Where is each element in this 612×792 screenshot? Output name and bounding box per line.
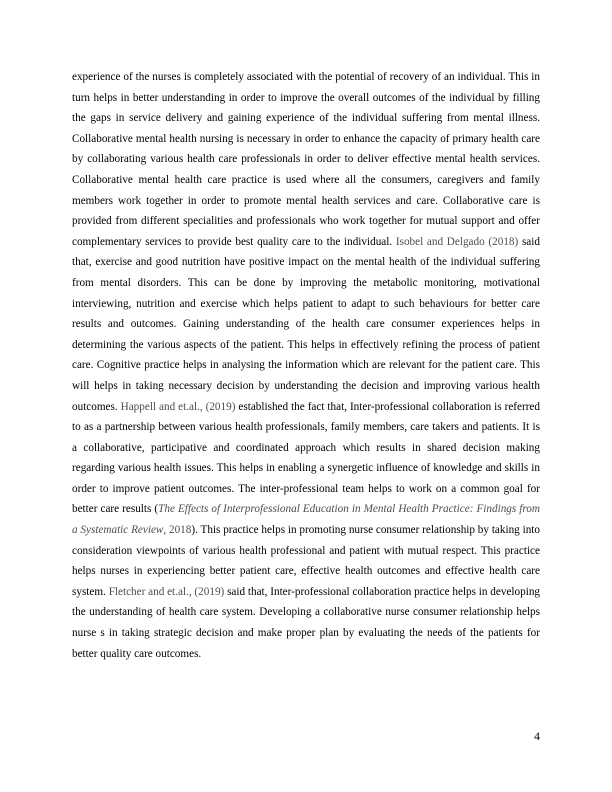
citation-isobel-delgado: Isobel and Delgado (2018) [395,235,519,248]
paragraph-text: ). This practice helps in promoting nurse consumer relationship by taking into consideration viewpoints of various health professional and patient with mutual respect. This practice helps nurses in experiencing better patient care, effective health outcomes and effective health care system. [72,524,540,598]
paragraph-text: said that, Inter-professional collaboration practice helps in developing the understanding of health care system. Developing a collaborative nurse consumer relationship helps nurse s in taking strategic decision and make proper plan by evaluating the needs of the patients for better quality care outcomes. [72,585,541,660]
citation-systematic-review-year: , 2018 [163,524,192,537]
paragraph-text: experience of the nurses is completely associated with the potential of recovery of an individual. This in turn helps in better understanding in order to improve the overall outcomes of the individual by filling the gaps in service delivery and gaining experience of the individual suffering from mental illness. Collaborative mental health nursing is necessary in order to enhance the capacity of primary health care by collaborating various health care professionals in order to deliver effective mental health services. Collaborative mental health care practice is used where all the consumers, caregivers and family members work together in order to promote mental health services and care. Collaborative care is provided from different specialities and professionals who work together for mutual support and offer complementary services to provide best quality care to the individual. [72,71,540,248]
paragraph-text: said that, exercise and good nutrition have positive impact on the mental health of the individual suffering from mental disorders. This can be done by improving the metabolic monitoring, motivational interviewing, nutrition and exercise which helps patient to adapt to such behaviours for better care results and outcomes. Gaining understanding of the health care consumer experiences helps in determining the various aspects of the patient. This helps in effectively refining the process of patient care. Cognitive practice helps in analysing the information which are relevant for the patient care. This will helps in taking necessary decision by understanding the decision and improving various health outcomes. [72,235,540,413]
paragraph-text: established the fact that, Inter-professional collaboration is referred to as a partnership between various health professionals, family members, care takers and patients. It is a collaborative, participative and coordinated approach which results in shared decision making regarding various health issues. This helps in enabling a synergetic influence of knowledge and skills in order to improve patient outcomes. The inter-professional team helps to work on a common goal for better care results ( [72,400,540,516]
page-number: 4 [534,729,540,743]
citation-happell: Happell and et.al., (2019) [120,400,236,413]
citation-systematic-review-title: The Effects of Interprofessional Education in Mental Health Practice: Findings from a Systematic Review [72,503,540,537]
body-paragraph [72,67,540,664]
citation-fletcher: Fletcher and et.al., (2019) [108,585,225,598]
